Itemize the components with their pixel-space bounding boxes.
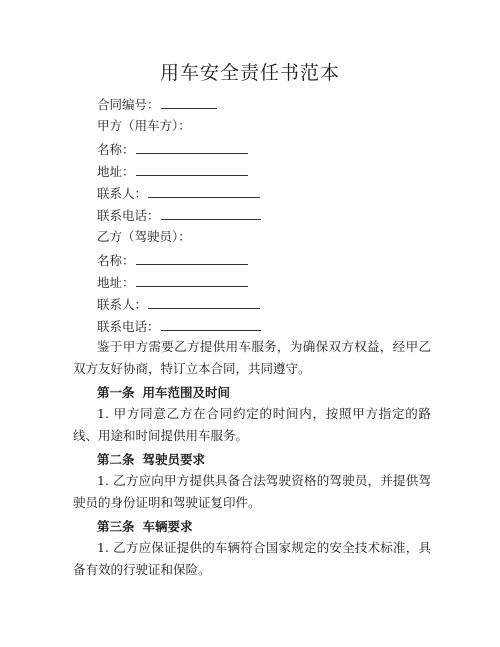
preamble-paragraph: 鉴于甲方需要乙方提供用车服务，为确保双方权益，经甲乙双方友好协商，特订立本合同，共同遵守。 bbox=[73, 339, 431, 376]
article-3-heading bbox=[97, 518, 193, 536]
contract-number-blank bbox=[161, 95, 217, 109]
party-a-name-line bbox=[97, 140, 248, 159]
party-b-contact-blank bbox=[148, 295, 260, 309]
party-a-address-label: 地址： bbox=[97, 164, 135, 179]
party-a-name-label: 名称： bbox=[97, 142, 135, 157]
contract-number-label: 合同编号： bbox=[97, 97, 160, 112]
article-1-title: 用车范围及时间 bbox=[142, 385, 231, 400]
party-b-header: 乙方（驾驶员）： bbox=[97, 229, 191, 244]
party-a-contact-line bbox=[97, 184, 260, 203]
article-1-number: 第一条 bbox=[97, 385, 135, 400]
contract-number-line bbox=[97, 95, 217, 114]
article-1-heading bbox=[97, 384, 230, 402]
party-a-address-blank bbox=[136, 162, 248, 176]
party-b-name-blank bbox=[136, 251, 248, 265]
party-a-header: 甲方（用车方）： bbox=[97, 118, 191, 133]
party-a-phone-label: 联系电话： bbox=[97, 208, 160, 223]
party-a-address-line bbox=[97, 162, 248, 181]
party-b-phone-label: 联系电话： bbox=[97, 319, 160, 334]
article-3-paragraph: 1. 乙方应保证提供的车辆符合国家规定的安全技术标准，具备有效的行驶证和保险。 bbox=[73, 540, 431, 577]
party-a-contact-blank bbox=[148, 184, 260, 198]
party-b-contact-line bbox=[97, 295, 260, 314]
article-3-title: 车辆要求 bbox=[142, 519, 193, 534]
party-b-name-label: 名称： bbox=[97, 253, 135, 268]
party-b-address-label: 地址： bbox=[97, 275, 135, 290]
party-a-phone-blank bbox=[161, 206, 261, 220]
party-b-contact-label: 联系人： bbox=[97, 297, 148, 312]
party-b-address-blank bbox=[136, 273, 248, 287]
party-a-contact-label: 联系人： bbox=[97, 186, 148, 201]
article-1-paragraph: 1. 甲方同意乙方在合同约定的时间内，按照甲方指定的路线、用途和时间提供用车服务。 bbox=[73, 406, 431, 443]
party-b-phone-blank bbox=[161, 317, 261, 331]
party-a-name-blank bbox=[136, 140, 248, 154]
article-2-number: 第二条 bbox=[97, 452, 135, 467]
party-b-phone-line bbox=[97, 317, 261, 336]
party-b-address-line bbox=[97, 273, 248, 292]
document-title: 用车安全责任书范本 bbox=[159, 62, 340, 84]
article-2-heading bbox=[97, 451, 205, 469]
article-2-paragraph: 1. 乙方应向甲方提供具备合法驾驶资格的驾驶员，并提供驾驶员的身份证明和驾驶证复印件。 bbox=[73, 473, 431, 510]
party-a-phone-line bbox=[97, 206, 261, 225]
article-3-number: 第三条 bbox=[97, 519, 135, 534]
article-2-title: 驾驶员要求 bbox=[142, 452, 206, 467]
party-b-name-line bbox=[97, 251, 248, 270]
